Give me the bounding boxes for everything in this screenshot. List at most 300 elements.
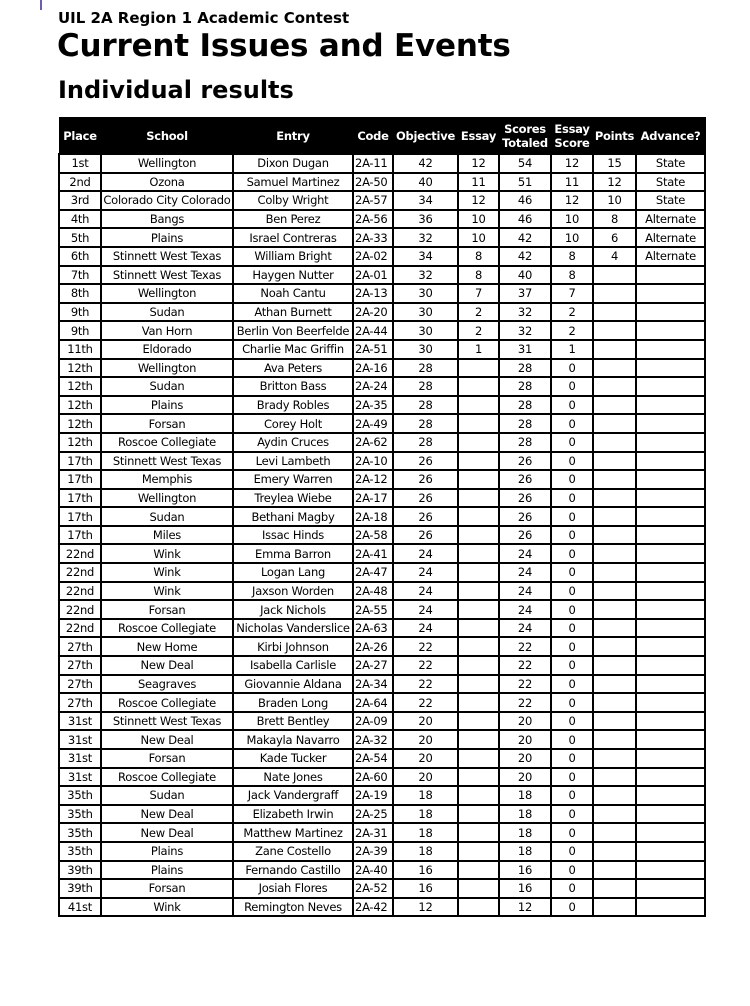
cell-school: Eldorado: [101, 340, 233, 359]
cell-objective: 24: [393, 619, 458, 638]
cell-place: 9th: [59, 321, 101, 340]
column-header-points: Points: [593, 118, 636, 155]
cell-code: 2A-12: [353, 470, 393, 489]
cell-essay-score: 2: [551, 321, 593, 340]
cell-points: [593, 693, 636, 712]
cell-scores-totaled: 12: [499, 898, 551, 917]
cell-advance: [636, 619, 705, 638]
cell-code: 2A-13: [353, 284, 393, 303]
cell-code: 2A-24: [353, 377, 393, 396]
cell-code: 2A-16: [353, 359, 393, 378]
cell-place: 17th: [59, 507, 101, 526]
cell-entry: Emery Warren: [233, 470, 353, 489]
cell-code: 2A-25: [353, 805, 393, 824]
cell-advance: [636, 544, 705, 563]
table-row: [59, 619, 705, 638]
cell-points: 8: [593, 210, 636, 229]
cell-objective: 22: [393, 693, 458, 712]
cell-points: [593, 582, 636, 601]
cell-advance: [636, 452, 705, 471]
cell-entry: Levi Lambeth: [233, 452, 353, 471]
cell-essay: 11: [458, 173, 499, 192]
cell-school: Stinnett West Texas: [101, 247, 233, 266]
cell-entry: Haygen Nutter: [233, 266, 353, 285]
cell-points: [593, 452, 636, 471]
cell-school: Colorado City Colorado: [101, 191, 233, 210]
cell-place: 17th: [59, 526, 101, 545]
cell-entry: Nicholas Vanderslice: [233, 619, 353, 638]
cell-code: 2A-50: [353, 173, 393, 192]
cell-advance: [636, 805, 705, 824]
cell-school: Forsan: [101, 414, 233, 433]
cell-scores-totaled: 24: [499, 600, 551, 619]
cell-school: Stinnett West Texas: [101, 452, 233, 471]
cell-advance: [636, 675, 705, 694]
cell-objective: 12: [393, 898, 458, 917]
cell-school: New Deal: [101, 823, 233, 842]
cell-entry: Nate Jones: [233, 768, 353, 787]
cell-code: 2A-32: [353, 730, 393, 749]
cell-essay-score: 0: [551, 582, 593, 601]
cell-essay-score: 0: [551, 507, 593, 526]
table-row: [59, 489, 705, 508]
page-title: Current Issues and Events: [57, 28, 511, 64]
cell-place: 35th: [59, 823, 101, 842]
cell-place: 35th: [59, 805, 101, 824]
cell-essay: [458, 861, 499, 880]
cell-points: [593, 303, 636, 322]
cell-advance: [636, 730, 705, 749]
cell-essay: [458, 507, 499, 526]
cell-essay: [458, 470, 499, 489]
cell-place: 27th: [59, 656, 101, 675]
cell-place: 12th: [59, 414, 101, 433]
cell-advance: Alternate: [636, 210, 705, 229]
cell-school: Roscoe Collegiate: [101, 433, 233, 452]
cell-essay-score: 0: [551, 786, 593, 805]
cell-objective: 36: [393, 210, 458, 229]
cell-objective: 30: [393, 303, 458, 322]
cell-advance: [636, 396, 705, 415]
cell-scores-totaled: 20: [499, 730, 551, 749]
cell-entry: Dixon Dugan: [233, 154, 353, 173]
cell-points: [593, 266, 636, 285]
cell-place: 12th: [59, 359, 101, 378]
cell-school: New Deal: [101, 656, 233, 675]
results-table: [58, 117, 706, 917]
cell-scores-totaled: 42: [499, 228, 551, 247]
cell-points: [593, 675, 636, 694]
cell-entry: Ava Peters: [233, 359, 353, 378]
cell-advance: [636, 898, 705, 917]
column-header-essay-score: Essay Score: [551, 118, 593, 155]
column-header-place: Place: [59, 118, 101, 155]
table-row: [59, 154, 705, 173]
cell-place: 2nd: [59, 173, 101, 192]
cell-advance: [636, 284, 705, 303]
cell-essay: [458, 693, 499, 712]
cell-essay-score: 0: [551, 712, 593, 731]
cell-essay-score: 12: [551, 154, 593, 173]
cell-scores-totaled: 26: [499, 526, 551, 545]
cell-scores-totaled: 26: [499, 452, 551, 471]
cell-essay: [458, 396, 499, 415]
cell-code: 2A-09: [353, 712, 393, 731]
cell-essay: [458, 359, 499, 378]
cell-entry: William Bright: [233, 247, 353, 266]
table-row: [59, 452, 705, 471]
cell-school: Forsan: [101, 879, 233, 898]
cell-advance: [636, 582, 705, 601]
cell-essay-score: 0: [551, 452, 593, 471]
cell-essay-score: 0: [551, 526, 593, 545]
table-row: [59, 582, 705, 601]
cell-entry: Treylea Wiebe: [233, 489, 353, 508]
cell-essay-score: 0: [551, 489, 593, 508]
cell-place: 31st: [59, 768, 101, 787]
cell-school: Bangs: [101, 210, 233, 229]
cell-entry: Noah Cantu: [233, 284, 353, 303]
cell-entry: Giovannie Aldana: [233, 675, 353, 694]
cell-advance: [636, 303, 705, 322]
cell-advance: [636, 507, 705, 526]
cell-objective: 18: [393, 805, 458, 824]
cell-advance: [636, 637, 705, 656]
cell-objective: 16: [393, 861, 458, 880]
cell-scores-totaled: 18: [499, 805, 551, 824]
cell-code: 2A-51: [353, 340, 393, 359]
cell-entry: Fernando Castillo: [233, 861, 353, 880]
cell-objective: 28: [393, 377, 458, 396]
cell-advance: [636, 340, 705, 359]
cell-school: Wink: [101, 563, 233, 582]
cell-advance: [636, 842, 705, 861]
cell-scores-totaled: 28: [499, 433, 551, 452]
cell-objective: 24: [393, 582, 458, 601]
cell-essay-score: 1: [551, 340, 593, 359]
cell-advance: [636, 489, 705, 508]
table-row: [59, 247, 705, 266]
cell-code: 2A-26: [353, 637, 393, 656]
cell-essay: [458, 619, 499, 638]
cell-essay: [458, 656, 499, 675]
cell-advance: [636, 266, 705, 285]
cell-objective: 42: [393, 154, 458, 173]
cell-essay-score: 0: [551, 600, 593, 619]
cell-points: 10: [593, 191, 636, 210]
cell-entry: Matthew Martinez: [233, 823, 353, 842]
cell-code: 2A-20: [353, 303, 393, 322]
cell-objective: 16: [393, 879, 458, 898]
cell-scores-totaled: 28: [499, 359, 551, 378]
cell-entry: Jack Vandergraff: [233, 786, 353, 805]
cell-code: 2A-56: [353, 210, 393, 229]
cell-scores-totaled: 31: [499, 340, 551, 359]
table-body: [59, 154, 705, 916]
cell-entry: Athan Burnett: [233, 303, 353, 322]
cell-scores-totaled: 18: [499, 786, 551, 805]
cell-points: [593, 656, 636, 675]
table-row: [59, 786, 705, 805]
cell-code: 2A-47: [353, 563, 393, 582]
cell-entry: Logan Lang: [233, 563, 353, 582]
cell-school: Van Horn: [101, 321, 233, 340]
cell-objective: 26: [393, 452, 458, 471]
cell-essay: [458, 823, 499, 842]
cell-school: New Home: [101, 637, 233, 656]
cell-scores-totaled: 18: [499, 823, 551, 842]
cell-entry: Corey Holt: [233, 414, 353, 433]
cell-objective: 26: [393, 489, 458, 508]
cell-school: Roscoe Collegiate: [101, 619, 233, 638]
cell-scores-totaled: 37: [499, 284, 551, 303]
cell-code: 2A-63: [353, 619, 393, 638]
cell-place: 22nd: [59, 563, 101, 582]
cell-objective: 28: [393, 396, 458, 415]
cell-scores-totaled: 46: [499, 191, 551, 210]
cell-school: Roscoe Collegiate: [101, 768, 233, 787]
cell-essay: 1: [458, 340, 499, 359]
cell-essay-score: 0: [551, 805, 593, 824]
column-header-objective: Objective: [393, 118, 458, 155]
cell-advance: [636, 321, 705, 340]
cell-essay: [458, 675, 499, 694]
cell-code: 2A-17: [353, 489, 393, 508]
cell-points: [593, 823, 636, 842]
cell-essay: [458, 377, 499, 396]
cell-code: 2A-55: [353, 600, 393, 619]
cell-entry: Brett Bentley: [233, 712, 353, 731]
cell-entry: Ben Perez: [233, 210, 353, 229]
cell-objective: 30: [393, 321, 458, 340]
cell-objective: 26: [393, 507, 458, 526]
cell-entry: Brady Robles: [233, 396, 353, 415]
cell-school: Sudan: [101, 377, 233, 396]
cell-objective: 32: [393, 266, 458, 285]
cell-essay: 8: [458, 266, 499, 285]
cell-essay: 8: [458, 247, 499, 266]
cell-entry: Elizabeth Irwin: [233, 805, 353, 824]
cell-essay: 10: [458, 210, 499, 229]
cell-entry: Kirbi Johnson: [233, 637, 353, 656]
cell-advance: Alternate: [636, 228, 705, 247]
cell-essay: [458, 526, 499, 545]
cell-points: [593, 414, 636, 433]
cell-essay-score: 0: [551, 879, 593, 898]
cell-essay: [458, 879, 499, 898]
cell-essay: [458, 786, 499, 805]
cell-code: 2A-02: [353, 247, 393, 266]
section-heading: Individual results: [58, 76, 294, 104]
table-row: [59, 377, 705, 396]
cell-scores-totaled: 26: [499, 489, 551, 508]
cell-points: 4: [593, 247, 636, 266]
cell-essay-score: 0: [551, 470, 593, 489]
cell-points: [593, 842, 636, 861]
table-row: [59, 470, 705, 489]
cell-school: Ozona: [101, 173, 233, 192]
contest-subtitle: UIL 2A Region 1 Academic Contest: [58, 9, 350, 27]
cell-scores-totaled: 16: [499, 861, 551, 880]
cell-place: 35th: [59, 786, 101, 805]
cell-essay-score: 0: [551, 675, 593, 694]
cell-advance: [636, 749, 705, 768]
cell-essay-score: 0: [551, 768, 593, 787]
cell-essay-score: 10: [551, 228, 593, 247]
cell-place: 4th: [59, 210, 101, 229]
cell-points: [593, 898, 636, 917]
cell-objective: 20: [393, 730, 458, 749]
column-header-school: School: [101, 118, 233, 155]
cell-school: Wink: [101, 582, 233, 601]
cell-scores-totaled: 51: [499, 173, 551, 192]
cell-entry: Braden Long: [233, 693, 353, 712]
cell-scores-totaled: 54: [499, 154, 551, 173]
cell-advance: [636, 359, 705, 378]
cell-essay: [458, 768, 499, 787]
table-row: [59, 396, 705, 415]
cell-points: [593, 861, 636, 880]
cell-essay: [458, 489, 499, 508]
cell-school: Stinnett West Texas: [101, 712, 233, 731]
cell-code: 2A-18: [353, 507, 393, 526]
cell-advance: [636, 861, 705, 880]
cell-code: 2A-39: [353, 842, 393, 861]
cell-place: 12th: [59, 377, 101, 396]
cell-scores-totaled: 24: [499, 582, 551, 601]
table-row: [59, 321, 705, 340]
cell-points: [593, 433, 636, 452]
cell-school: Plains: [101, 396, 233, 415]
table-row: [59, 359, 705, 378]
cell-code: 2A-01: [353, 266, 393, 285]
cell-advance: [636, 786, 705, 805]
cell-school: Memphis: [101, 470, 233, 489]
cell-objective: 32: [393, 228, 458, 247]
cell-objective: 40: [393, 173, 458, 192]
cell-points: [593, 730, 636, 749]
cell-advance: [636, 879, 705, 898]
cell-code: 2A-10: [353, 452, 393, 471]
cell-place: 17th: [59, 452, 101, 471]
cell-points: [593, 879, 636, 898]
cell-advance: [636, 712, 705, 731]
cell-advance: [636, 433, 705, 452]
column-header-advance: Advance?: [636, 118, 705, 155]
cell-scores-totaled: 20: [499, 712, 551, 731]
cell-objective: 28: [393, 414, 458, 433]
cell-essay-score: 8: [551, 247, 593, 266]
cell-entry: Bethani Magby: [233, 507, 353, 526]
cell-essay: [458, 582, 499, 601]
cell-place: 9th: [59, 303, 101, 322]
column-header-scores-totaled: Scores Totaled: [499, 118, 551, 155]
cell-place: 35th: [59, 842, 101, 861]
cell-code: 2A-41: [353, 544, 393, 563]
cell-school: Sudan: [101, 507, 233, 526]
cell-code: 2A-62: [353, 433, 393, 452]
cell-objective: 34: [393, 247, 458, 266]
cell-advance: [636, 377, 705, 396]
cell-points: 12: [593, 173, 636, 192]
cell-essay-score: 0: [551, 823, 593, 842]
cell-school: Wellington: [101, 284, 233, 303]
table-row: [59, 823, 705, 842]
cell-entry: Jaxson Worden: [233, 582, 353, 601]
cell-code: 2A-33: [353, 228, 393, 247]
cell-place: 22nd: [59, 619, 101, 638]
cell-objective: 22: [393, 675, 458, 694]
cell-code: 2A-11: [353, 154, 393, 173]
cell-code: 2A-44: [353, 321, 393, 340]
cell-place: 31st: [59, 749, 101, 768]
cell-points: 6: [593, 228, 636, 247]
cell-scores-totaled: 46: [499, 210, 551, 229]
cell-place: 22nd: [59, 600, 101, 619]
cell-scores-totaled: 18: [499, 842, 551, 861]
cell-points: [593, 637, 636, 656]
cell-place: 22nd: [59, 582, 101, 601]
table-row: [59, 191, 705, 210]
cell-objective: 18: [393, 823, 458, 842]
cell-essay: 7: [458, 284, 499, 303]
cell-essay: [458, 637, 499, 656]
cell-essay-score: 7: [551, 284, 593, 303]
table-row: [59, 749, 705, 768]
cell-entry: Kade Tucker: [233, 749, 353, 768]
cell-essay-score: 0: [551, 619, 593, 638]
cell-school: Wellington: [101, 154, 233, 173]
cell-code: 2A-58: [353, 526, 393, 545]
cell-place: 1st: [59, 154, 101, 173]
cell-objective: 18: [393, 842, 458, 861]
cell-points: [593, 507, 636, 526]
cell-essay: [458, 600, 499, 619]
cell-essay: [458, 563, 499, 582]
cell-code: 2A-31: [353, 823, 393, 842]
cell-entry: Jack Nichols: [233, 600, 353, 619]
cell-essay-score: 0: [551, 842, 593, 861]
cell-scores-totaled: 26: [499, 470, 551, 489]
cell-points: [593, 544, 636, 563]
cell-place: 12th: [59, 433, 101, 452]
cell-place: 39th: [59, 879, 101, 898]
cell-school: Wink: [101, 898, 233, 917]
cell-objective: 28: [393, 433, 458, 452]
table-row: [59, 805, 705, 824]
cell-code: 2A-27: [353, 656, 393, 675]
table-row: [59, 563, 705, 582]
table-row: [59, 507, 705, 526]
cell-scores-totaled: 40: [499, 266, 551, 285]
cell-code: 2A-57: [353, 191, 393, 210]
cell-school: Miles: [101, 526, 233, 545]
cell-points: [593, 396, 636, 415]
cell-entry: Emma Barron: [233, 544, 353, 563]
cell-essay-score: 2: [551, 303, 593, 322]
table-row: [59, 228, 705, 247]
cell-code: 2A-52: [353, 879, 393, 898]
cell-advance: [636, 768, 705, 787]
cell-points: [593, 284, 636, 303]
cell-advance: [636, 414, 705, 433]
cell-objective: 26: [393, 526, 458, 545]
table-row: [59, 210, 705, 229]
cell-objective: 30: [393, 284, 458, 303]
left-edge-marker: [40, 0, 42, 10]
cell-place: 7th: [59, 266, 101, 285]
cell-school: Sudan: [101, 786, 233, 805]
